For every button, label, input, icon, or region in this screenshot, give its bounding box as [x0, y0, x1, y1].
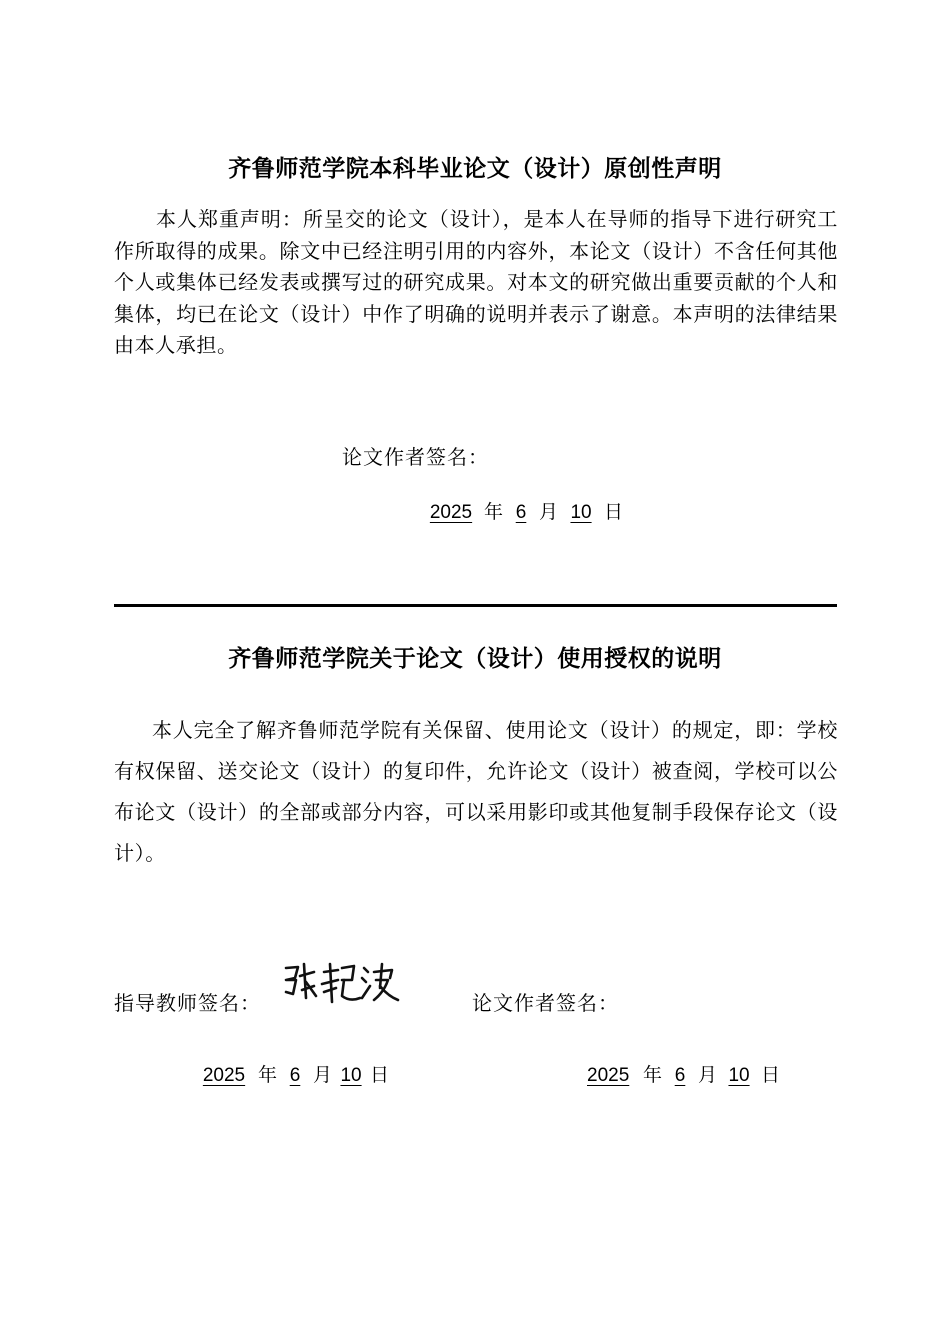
advisor-date-day: 10 — [340, 1065, 362, 1086]
authorization-body: 本人完全了解齐鲁师范学院有关保留、使用论文（设计）的规定，即：学校有权保留、送交论文（设计）的复印件，允许论文（设计）被查阅，学校可以公布论文（设计）的全部或部分内容，可以采用影印或其他复制手段保存论文（设计）。 — [114, 718, 838, 865]
author-signature-label: 论文作者签名： — [342, 445, 489, 469]
advisor-date-year: 2025 — [202, 1065, 246, 1086]
date-day: 10 — [570, 502, 592, 523]
author-date-month: 6 — [674, 1065, 686, 1086]
date-year: 2025 — [429, 502, 473, 523]
author-date-year-unit: 年 — [643, 1064, 663, 1086]
declaration-title: 齐鲁师范学院本科毕业论文（设计）原创性声明 — [228, 156, 722, 182]
date-year-unit: 年 — [484, 501, 504, 523]
author-date-day-unit: 日 — [761, 1064, 781, 1086]
advisor-date-month-unit: 月 — [313, 1064, 333, 1086]
declaration-body: 本人郑重声明：所呈交的论文（设计），是本人在导师的指导下进行研究工作所取得的成果。除文中已经注明引用的内容外，本论文（设计）不含任何其他个人或集体已经发表或撰写过的研究成果。对本文的研究做出重要贡献的个人和集体，均已在论文（设计）中作了明确的说明并表示了谢意。本声明的法律结果由本人承担。 — [114, 207, 838, 357]
date-month: 6 — [515, 502, 527, 523]
date-day-unit: 日 — [604, 501, 624, 523]
advisor-signature-label: 指导教师签名： — [114, 991, 261, 1015]
date-month-unit: 月 — [539, 501, 559, 523]
author-date-month-unit: 月 — [698, 1064, 718, 1086]
author-date-day: 10 — [728, 1065, 750, 1086]
advisor-signature-image — [280, 958, 402, 1008]
advisor-date-year-unit: 年 — [258, 1064, 278, 1086]
advisor-date — [190, 1060, 389, 1087]
authorization-title: 齐鲁师范学院关于论文（设计）使用授权的说明 — [228, 646, 722, 672]
declaration-date — [418, 497, 623, 524]
author-signature-label-2: 论文作者签名： — [472, 991, 619, 1015]
section-divider — [114, 604, 837, 607]
advisor-date-day-unit: 日 — [370, 1064, 390, 1086]
advisor-date-month: 6 — [289, 1065, 301, 1086]
author-date — [587, 1060, 780, 1087]
author-date-year: 2025 — [587, 1065, 630, 1086]
